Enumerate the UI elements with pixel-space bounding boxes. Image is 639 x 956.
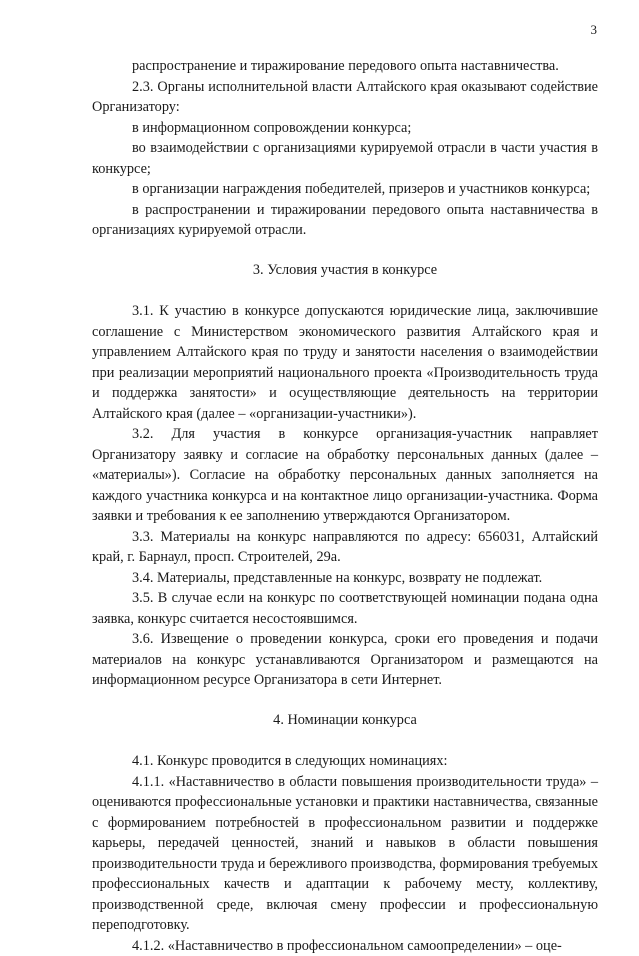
paragraph-interaction: во взаимодействии с организациями курируемой отрасли в части участия в конкурсе;: [92, 138, 598, 179]
intro-section: [92, 56, 598, 241]
paragraph-4-1-1: 4.1.1. «Наставничество в области повышения производительности труда» – оцениваются профессиональные установки и практики наставничества, связанные с формированием потребностей в профессиональном развитии и поддержке карьеры, передачей ценностей, знаний и навыков в области повышения производительности труда и бережливого производства, формирования требуемых профессиональных качеств и адаптации к рабочему месту, коллективу, производственной среде, включая смену профессии и профессиональную переподготовку.: [92, 772, 598, 936]
paragraph-3-1: 3.1. К участию в конкурсе допускаются юридические лица, заключившие соглашение с Министерством экономического развития Алтайского края и управлением Алтайского края по труду и занятости населения о взаимодействии при реализации мероприятий национального проекта «Производительность труда и поддержка занятости» и осуществляющие деятельность на территории Алтайского края (далее – «организации-участники»).: [92, 301, 598, 424]
section-3: [92, 260, 598, 691]
paragraph-info-support: в информационном сопровождении конкурса;: [92, 118, 598, 139]
section-3-heading: 3. Условия участия в конкурсе: [92, 260, 598, 281]
paragraph-awarding: в организации награждения победителей, призеров и участников конкурса;: [92, 179, 598, 200]
section-4-heading: 4. Номинации конкурса: [92, 710, 598, 731]
section-4: [92, 710, 598, 956]
document-body: [92, 56, 598, 956]
page-number: 3: [591, 22, 598, 38]
paragraph-intro-1: распространение и тиражирование передового опыта наставничества.: [92, 56, 598, 77]
paragraph-3-6: 3.6. Извещение о проведении конкурса, сроки его проведения и подачи материалов на конкурс устанавливаются Организатором и размещаются на информационном ресурсе Организатора в сети Интернет.: [92, 629, 598, 691]
paragraph-4-1-2: 4.1.2. «Наставничество в профессиональном самоопределении» – оце-: [92, 936, 598, 956]
paragraph-4-1: 4.1. Конкурс проводится в следующих номинациях:: [92, 751, 598, 772]
paragraph-2-3: 2.3. Органы исполнительной власти Алтайского края оказывают содействие Организатору:: [92, 77, 598, 118]
paragraph-3-2: 3.2. Для участия в конкурсе организация-участник направляет Организатору заявку и согласие на обработку персональных данных (далее – «материалы»). Согласие на обработку персональных данных заполняется на каждого участника конкурса и на контактное лицо организации-участника. Форма заявки и требования к ее заполнению утверждаются Организатором.: [92, 424, 598, 527]
paragraph-3-5: 3.5. В случае если на конкурс по соответствующей номинации подана одна заявка, конкурс считается несостоявшимся.: [92, 588, 598, 629]
paragraph-3-4: 3.4. Материалы, представленные на конкурс, возврату не подлежат.: [92, 568, 598, 589]
paragraph-3-3: 3.3. Материалы на конкурс направляются по адресу: 656031, Алтайский край, г. Барнаул, просп. Строителей, 29а.: [92, 527, 598, 568]
paragraph-dissemination: в распространении и тиражировании передового опыта наставничества в организациях курируемой отрасли.: [92, 200, 598, 241]
